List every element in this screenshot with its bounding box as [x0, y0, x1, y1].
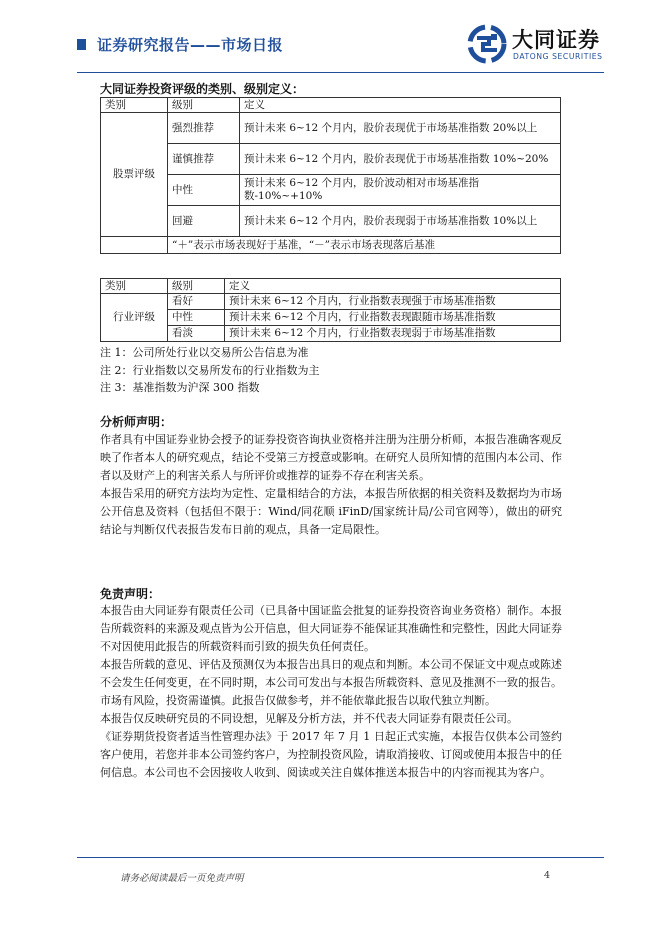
header-divider — [77, 72, 604, 73]
header-cell: 定义 — [225, 279, 561, 294]
analyst-statement-title: 分析师声明： — [100, 415, 173, 429]
disclaimer-title: 免责声明： — [100, 587, 161, 601]
logo-emblem-icon — [467, 24, 507, 64]
level-cell: 中性 — [168, 310, 225, 326]
disclaimer-body — [100, 602, 562, 782]
category-cell: 行业评级 — [101, 294, 168, 342]
footer-divider — [77, 857, 604, 858]
stock-rating-table — [100, 97, 561, 254]
logo-text-en: DATONG SECURITIES — [513, 52, 603, 61]
rating-section-title: 大同证券投资评级的类别、级别定义： — [100, 82, 305, 96]
table-row — [101, 294, 561, 310]
empty-cell — [101, 237, 168, 254]
definition-cell: 预计未来 6~12 个月内，行业指数表现跟随市场基准指数 — [225, 310, 561, 326]
category-cell: 股票评级 — [101, 113, 168, 237]
level-cell: 看好 — [168, 294, 225, 310]
table-row — [101, 326, 561, 342]
note-item: 注 3：基准指数为沪深 300 指数 — [100, 381, 260, 394]
paragraph: 本报告由大同证券有限责任公司（已具备中国证监会批复的证券投资咨询业务资格）制作。本报告所载资料的来源及观点皆为公开信息，但大同证券不能保证其准确性和完整性，因此大同证券不对因使用此报告的所载资料而引致的损失负任何责任。 — [100, 604, 562, 653]
header-cell: 类别 — [101, 279, 168, 294]
analyst-statement-body — [100, 431, 562, 539]
paragraph: 市场有风险，投资需谨慎。此报告仅做参考，并不能依靠此报告以取代独立判断。 — [100, 694, 496, 707]
page-number: 4 — [544, 870, 551, 881]
table-row — [101, 175, 561, 206]
paragraph: 本报告仅反映研究员的不同设想，见解及分析方法，并不代表大同证券有限责任公司。 — [100, 712, 518, 725]
header-cell: 定义 — [240, 98, 561, 113]
level-cell: 看淡 — [168, 326, 225, 342]
level-cell: 谨慎推荐 — [168, 144, 240, 175]
note-item: 注 2：行业指数以交易所发布的行业指数为主 — [100, 363, 320, 377]
paragraph: 本报告所载的意见、评估及预测仅为本报告出具日的观点和判断。本公司不保证文中观点或陈述不会发生任何变更，在不同时期，本公司可发出与本报告所载资料、意见及推测不一致的报告。 — [100, 658, 562, 689]
logo-text-cn: 大同证券 — [512, 28, 600, 52]
definition-cell: 预计未来 6~12 个月内，行业指数表现强于市场基准指数 — [225, 294, 561, 310]
definition-cell: 预计未来 6~12 个月内，股价表现优于市场基准指数 20%以上 — [240, 113, 561, 144]
definition-cell: 预计未来 6~12 个月内，股价波动相对市场基准指数-10%~+10% — [240, 175, 561, 206]
industry-rating-table — [100, 278, 561, 342]
report-title: 证券研究报告——市场日报 — [97, 36, 284, 54]
header-square-marker — [77, 39, 86, 50]
table-header-row — [101, 98, 561, 113]
level-cell: 回避 — [168, 206, 240, 237]
level-cell: 中性 — [168, 175, 240, 206]
definition-cell: 预计未来 6~12 个月内，行业指数表现弱于市场基准指数 — [225, 326, 561, 342]
table-header-row — [101, 279, 561, 294]
table-row — [101, 113, 561, 144]
definition-cell: 预计未来 6~12 个月内，股价表现优于市场基准指数 10%~20% — [240, 144, 561, 175]
table-footnote-row — [101, 237, 561, 254]
header-cell: 级别 — [168, 98, 240, 113]
header-cell: 类别 — [101, 98, 168, 113]
paragraph: 本报告采用的研究方法均为定性、定量相结合的方法，本报告所依据的相关资料及数据均为市场公开信息及资料（包括但不限于：Wind/同花顺 iFinD/国家统计局/公司官网等），做出的研究结论与判断仅代表报告发布日前的观点，具备一定局限性。 — [100, 487, 562, 536]
table-row — [101, 206, 561, 237]
definition-cell: 预计未来 6~12 个月内，股价表现弱于市场基准指数 10%以上 — [240, 206, 561, 237]
note-item: 注 1：公司所处行业以交易所公告信息为准 — [100, 346, 309, 359]
company-logo — [467, 22, 617, 68]
level-cell: 强烈推荐 — [168, 113, 240, 144]
page-header — [0, 0, 662, 76]
table-footnote: “＋”表示市场表现好于基准，“－”表示市场表现落后基准 — [168, 237, 561, 254]
footer-notice: 请务必阅读最后一页免责声明 — [120, 873, 244, 884]
header-cell: 级别 — [168, 279, 225, 294]
paragraph: 作者具有中国证券业协会授予的证券投资咨询执业资格并注册为注册分析师，本报告准确客观反映了作者本人的研究观点，结论不受第三方授意或影响。在研究人员所知情的范围内本公司、作者以及财产上的利害关系人与所评价或推荐的证券不存在利害关系。 — [100, 433, 562, 482]
table-row — [101, 310, 561, 326]
table-row — [101, 144, 561, 175]
paragraph: 《证券期货投资者适当性管理办法》于 2017 年 7 月 1 日起正式实施，本报告仅供本公司签约客户使用，若您并非本公司签约客户，为控制投资风险，请取消接收、订阅或使用本报告中的任何信息。本公司也不会因接收人收到、阅读或关注自媒体推送本报告中的内容而视其为客户。 — [100, 730, 562, 779]
notes-list — [100, 344, 320, 397]
